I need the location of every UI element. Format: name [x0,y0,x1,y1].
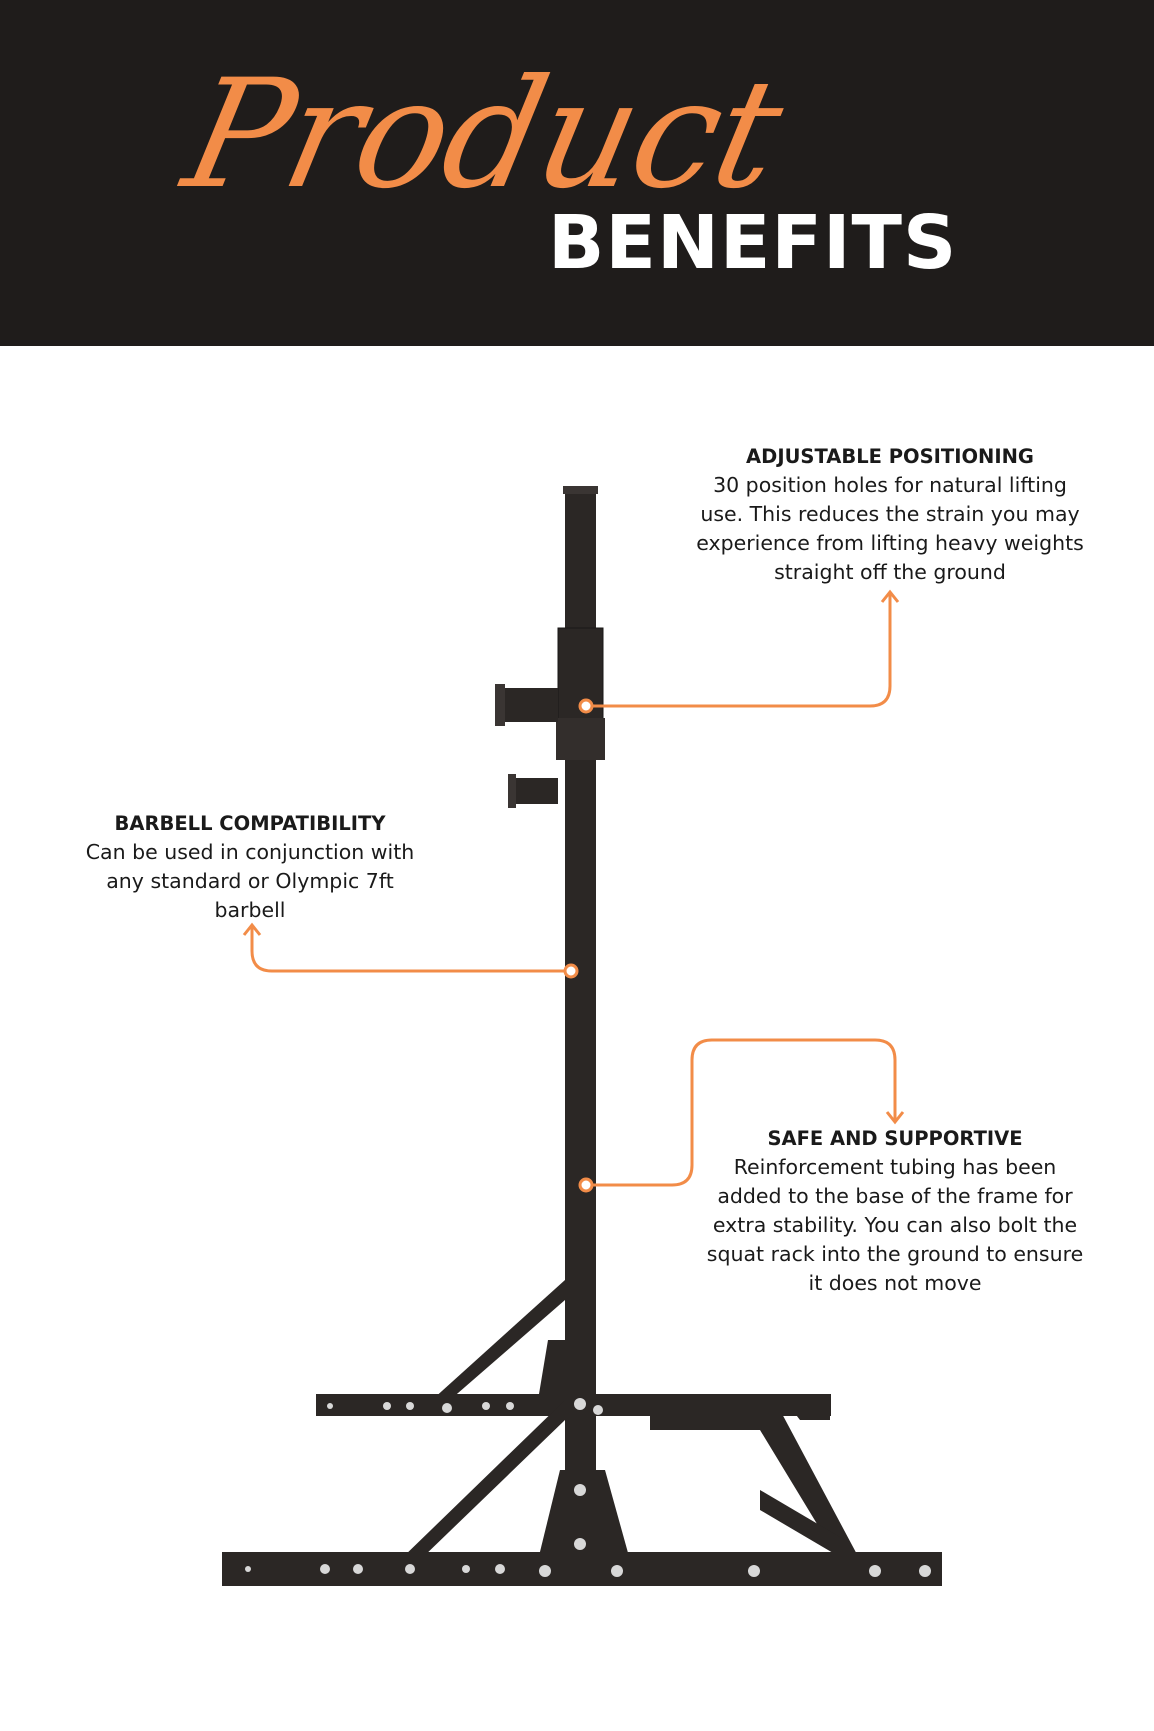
diagonal-brace-lower [400,1400,565,1560]
connector-dot-adjustable [580,700,592,712]
connector-dot-barbell [565,965,577,977]
callout-text: Reinforcement tubing has been added to the base of the frame for extra stability. You can also bolt the squat rack into the ground to ensure it does not move [706,1155,1084,1295]
j-hook-lower [508,774,558,808]
callout-text: 30 position holes for natural lifting use. This reduces the strain you may experience from lifting heavy weights straight off the ground [696,473,1084,584]
callout-text: Can be used in conjunction with any standard or Olympic 7ft barbell [85,840,415,922]
callout-barbell-compatibility [80,809,420,925]
connector-adjustable [588,594,890,706]
connector-barbell [252,927,565,971]
callout-safe-and-supportive [705,1124,1085,1298]
connector-dot-safe [580,1179,592,1191]
title-script-product: Product [171,48,795,222]
callout-adjustable-positioning [690,442,1090,587]
j-hook-upper [495,684,558,726]
callout-title: BARBELL COMPATIBILITY [114,812,386,835]
callout-title: ADJUSTABLE POSITIONING [746,445,1034,468]
callout-title: SAFE AND SUPPORTIVE [767,1127,1023,1150]
title-benefits: BENEFITS [548,200,958,286]
